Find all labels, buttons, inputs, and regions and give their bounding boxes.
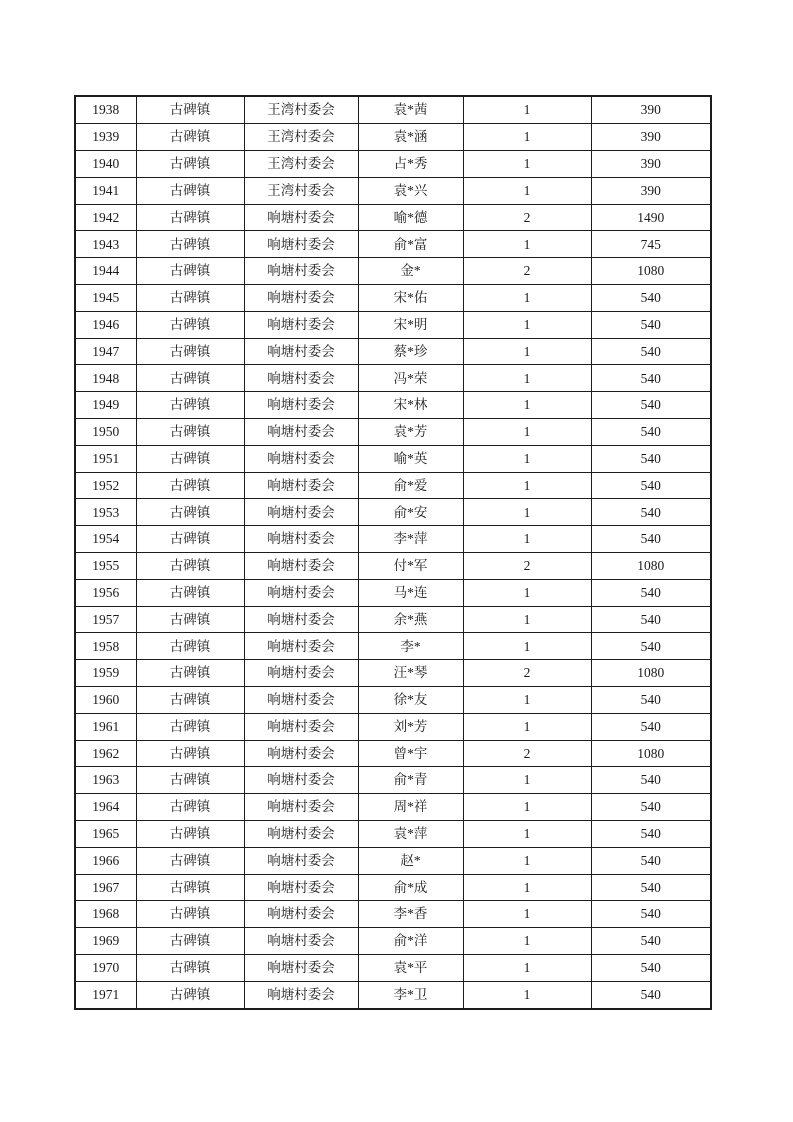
cell-village: 响塘村委会	[244, 338, 358, 365]
cell-village: 响塘村委会	[244, 901, 358, 928]
cell-serial: 1956	[75, 579, 136, 606]
cell-count: 1	[463, 124, 591, 151]
cell-amount: 540	[591, 633, 711, 660]
cell-amount: 1490	[591, 204, 711, 231]
cell-name: 李*卫	[358, 981, 463, 1009]
cell-village: 王湾村委会	[244, 96, 358, 124]
table-row	[75, 526, 711, 553]
cell-town: 古碑镇	[136, 847, 244, 874]
cell-name: 袁*萍	[358, 820, 463, 847]
cell-serial: 1971	[75, 981, 136, 1009]
cell-town: 古碑镇	[136, 338, 244, 365]
cell-town: 古碑镇	[136, 285, 244, 312]
cell-amount: 540	[591, 499, 711, 526]
cell-serial: 1966	[75, 847, 136, 874]
cell-amount: 745	[591, 231, 711, 258]
cell-serial: 1952	[75, 472, 136, 499]
cell-village: 响塘村委会	[244, 954, 358, 981]
table-row	[75, 767, 711, 794]
cell-town: 古碑镇	[136, 552, 244, 579]
cell-village: 响塘村委会	[244, 633, 358, 660]
cell-town: 古碑镇	[136, 472, 244, 499]
cell-name: 俞*安	[358, 499, 463, 526]
cell-count: 1	[463, 606, 591, 633]
cell-count: 1	[463, 365, 591, 392]
cell-count: 2	[463, 258, 591, 285]
cell-count: 1	[463, 847, 591, 874]
cell-town: 古碑镇	[136, 686, 244, 713]
cell-village: 响塘村委会	[244, 472, 358, 499]
cell-serial: 1953	[75, 499, 136, 526]
cell-name: 俞*洋	[358, 928, 463, 955]
table-row	[75, 124, 711, 151]
cell-serial: 1954	[75, 526, 136, 553]
cell-serial: 1955	[75, 552, 136, 579]
cell-village: 响塘村委会	[244, 365, 358, 392]
cell-amount: 1080	[591, 552, 711, 579]
cell-village: 响塘村委会	[244, 526, 358, 553]
cell-amount: 540	[591, 338, 711, 365]
cell-name: 付*军	[358, 552, 463, 579]
cell-name: 占*秀	[358, 151, 463, 178]
cell-town: 古碑镇	[136, 204, 244, 231]
table-row	[75, 151, 711, 178]
cell-town: 古碑镇	[136, 633, 244, 660]
table-row	[75, 606, 711, 633]
cell-town: 古碑镇	[136, 151, 244, 178]
cell-count: 1	[463, 633, 591, 660]
cell-serial: 1944	[75, 258, 136, 285]
cell-name: 周*祥	[358, 794, 463, 821]
cell-count: 1	[463, 285, 591, 312]
cell-count: 1	[463, 177, 591, 204]
table-row	[75, 392, 711, 419]
cell-village: 响塘村委会	[244, 392, 358, 419]
cell-name: 宋*林	[358, 392, 463, 419]
cell-village: 响塘村委会	[244, 499, 358, 526]
cell-name: 袁*平	[358, 954, 463, 981]
cell-town: 古碑镇	[136, 365, 244, 392]
cell-serial: 1941	[75, 177, 136, 204]
cell-town: 古碑镇	[136, 660, 244, 687]
table-row	[75, 499, 711, 526]
table-row	[75, 874, 711, 901]
table-row	[75, 954, 711, 981]
cell-amount: 540	[591, 365, 711, 392]
table-row	[75, 418, 711, 445]
cell-name: 李*萍	[358, 526, 463, 553]
cell-name: 余*燕	[358, 606, 463, 633]
cell-town: 古碑镇	[136, 526, 244, 553]
cell-amount: 1080	[591, 740, 711, 767]
cell-village: 响塘村委会	[244, 445, 358, 472]
cell-amount: 540	[591, 901, 711, 928]
cell-serial: 1969	[75, 928, 136, 955]
cell-name: 汪*琴	[358, 660, 463, 687]
cell-serial: 1962	[75, 740, 136, 767]
cell-town: 古碑镇	[136, 794, 244, 821]
cell-serial: 1970	[75, 954, 136, 981]
cell-count: 1	[463, 579, 591, 606]
table-row	[75, 633, 711, 660]
cell-serial: 1963	[75, 767, 136, 794]
table-row	[75, 285, 711, 312]
cell-amount: 540	[591, 954, 711, 981]
table-row	[75, 579, 711, 606]
cell-amount: 540	[591, 847, 711, 874]
payment-table	[74, 95, 712, 1010]
cell-village: 王湾村委会	[244, 177, 358, 204]
cell-town: 古碑镇	[136, 820, 244, 847]
cell-amount: 540	[591, 579, 711, 606]
cell-amount: 540	[591, 526, 711, 553]
cell-amount: 540	[591, 820, 711, 847]
cell-town: 古碑镇	[136, 418, 244, 445]
cell-town: 古碑镇	[136, 124, 244, 151]
cell-count: 1	[463, 713, 591, 740]
cell-serial: 1965	[75, 820, 136, 847]
cell-serial: 1938	[75, 96, 136, 124]
cell-name: 袁*兴	[358, 177, 463, 204]
cell-serial: 1949	[75, 392, 136, 419]
cell-amount: 540	[591, 713, 711, 740]
cell-village: 响塘村委会	[244, 820, 358, 847]
cell-count: 1	[463, 794, 591, 821]
cell-amount: 390	[591, 96, 711, 124]
cell-serial: 1951	[75, 445, 136, 472]
cell-town: 古碑镇	[136, 767, 244, 794]
table-row	[75, 552, 711, 579]
cell-name: 袁*茜	[358, 96, 463, 124]
cell-town: 古碑镇	[136, 579, 244, 606]
cell-serial: 1945	[75, 285, 136, 312]
cell-amount: 540	[591, 686, 711, 713]
cell-village: 响塘村委会	[244, 740, 358, 767]
cell-town: 古碑镇	[136, 740, 244, 767]
table-row	[75, 445, 711, 472]
cell-name: 俞*爱	[358, 472, 463, 499]
cell-count: 1	[463, 874, 591, 901]
cell-name: 赵*	[358, 847, 463, 874]
cell-count: 2	[463, 552, 591, 579]
cell-count: 1	[463, 338, 591, 365]
cell-name: 徐*友	[358, 686, 463, 713]
cell-serial: 1959	[75, 660, 136, 687]
table-row	[75, 472, 711, 499]
cell-village: 响塘村委会	[244, 606, 358, 633]
cell-village: 响塘村委会	[244, 231, 358, 258]
cell-amount: 540	[591, 606, 711, 633]
cell-serial: 1964	[75, 794, 136, 821]
cell-amount: 540	[591, 928, 711, 955]
cell-count: 1	[463, 472, 591, 499]
cell-count: 1	[463, 981, 591, 1009]
cell-amount: 390	[591, 151, 711, 178]
cell-name: 马*连	[358, 579, 463, 606]
cell-village: 响塘村委会	[244, 204, 358, 231]
cell-count: 1	[463, 499, 591, 526]
cell-village: 响塘村委会	[244, 285, 358, 312]
cell-count: 2	[463, 740, 591, 767]
cell-name: 李*香	[358, 901, 463, 928]
cell-town: 古碑镇	[136, 954, 244, 981]
cell-town: 古碑镇	[136, 981, 244, 1009]
cell-amount: 390	[591, 124, 711, 151]
table-row	[75, 981, 711, 1009]
cell-town: 古碑镇	[136, 231, 244, 258]
cell-village: 响塘村委会	[244, 713, 358, 740]
cell-amount: 540	[591, 767, 711, 794]
cell-name: 李*	[358, 633, 463, 660]
cell-name: 俞*青	[358, 767, 463, 794]
cell-town: 古碑镇	[136, 177, 244, 204]
cell-name: 袁*芳	[358, 418, 463, 445]
table-row	[75, 713, 711, 740]
cell-name: 宋*明	[358, 311, 463, 338]
cell-serial: 1960	[75, 686, 136, 713]
cell-name: 喻*德	[358, 204, 463, 231]
cell-name: 曾*宇	[358, 740, 463, 767]
cell-count: 2	[463, 204, 591, 231]
cell-serial: 1947	[75, 338, 136, 365]
cell-serial: 1946	[75, 311, 136, 338]
cell-serial: 1958	[75, 633, 136, 660]
cell-serial: 1967	[75, 874, 136, 901]
cell-name: 冯*荣	[358, 365, 463, 392]
cell-amount: 540	[591, 418, 711, 445]
cell-name: 刘*芳	[358, 713, 463, 740]
cell-count: 1	[463, 954, 591, 981]
table-row	[75, 311, 711, 338]
cell-amount: 540	[591, 285, 711, 312]
cell-amount: 540	[591, 981, 711, 1009]
cell-town: 古碑镇	[136, 445, 244, 472]
cell-name: 喻*英	[358, 445, 463, 472]
cell-name: 俞*成	[358, 874, 463, 901]
table-row	[75, 177, 711, 204]
cell-count: 1	[463, 311, 591, 338]
cell-serial: 1943	[75, 231, 136, 258]
cell-town: 古碑镇	[136, 606, 244, 633]
table-row	[75, 740, 711, 767]
cell-town: 古碑镇	[136, 713, 244, 740]
cell-town: 古碑镇	[136, 311, 244, 338]
cell-village: 响塘村委会	[244, 258, 358, 285]
cell-town: 古碑镇	[136, 874, 244, 901]
cell-village: 王湾村委会	[244, 124, 358, 151]
cell-town: 古碑镇	[136, 499, 244, 526]
cell-serial: 1961	[75, 713, 136, 740]
cell-amount: 1080	[591, 258, 711, 285]
cell-name: 蔡*珍	[358, 338, 463, 365]
cell-serial: 1948	[75, 365, 136, 392]
cell-village: 响塘村委会	[244, 794, 358, 821]
cell-village: 响塘村委会	[244, 552, 358, 579]
table-row	[75, 96, 711, 124]
cell-amount: 540	[591, 311, 711, 338]
cell-serial: 1957	[75, 606, 136, 633]
cell-amount: 540	[591, 445, 711, 472]
cell-name: 俞*富	[358, 231, 463, 258]
cell-amount: 540	[591, 794, 711, 821]
table-row	[75, 901, 711, 928]
cell-count: 1	[463, 767, 591, 794]
cell-village: 响塘村委会	[244, 579, 358, 606]
cell-village: 响塘村委会	[244, 418, 358, 445]
cell-village: 响塘村委会	[244, 311, 358, 338]
cell-count: 1	[463, 820, 591, 847]
table-row	[75, 365, 711, 392]
table-row	[75, 258, 711, 285]
cell-amount: 540	[591, 874, 711, 901]
cell-count: 1	[463, 686, 591, 713]
table-row	[75, 338, 711, 365]
cell-village: 响塘村委会	[244, 686, 358, 713]
cell-town: 古碑镇	[136, 96, 244, 124]
cell-serial: 1968	[75, 901, 136, 928]
cell-serial: 1940	[75, 151, 136, 178]
table-row	[75, 204, 711, 231]
cell-count: 1	[463, 928, 591, 955]
cell-count: 2	[463, 660, 591, 687]
cell-village: 王湾村委会	[244, 151, 358, 178]
table-row	[75, 231, 711, 258]
cell-name: 袁*涵	[358, 124, 463, 151]
cell-amount: 540	[591, 392, 711, 419]
cell-village: 响塘村委会	[244, 874, 358, 901]
cell-name: 宋*佑	[358, 285, 463, 312]
cell-serial: 1950	[75, 418, 136, 445]
table-row	[75, 820, 711, 847]
cell-town: 古碑镇	[136, 928, 244, 955]
cell-count: 1	[463, 231, 591, 258]
cell-town: 古碑镇	[136, 392, 244, 419]
cell-village: 响塘村委会	[244, 660, 358, 687]
cell-count: 1	[463, 151, 591, 178]
table-row	[75, 686, 711, 713]
cell-amount: 540	[591, 472, 711, 499]
cell-serial: 1939	[75, 124, 136, 151]
cell-count: 1	[463, 526, 591, 553]
table-row	[75, 794, 711, 821]
cell-village: 响塘村委会	[244, 847, 358, 874]
cell-village: 响塘村委会	[244, 928, 358, 955]
cell-village: 响塘村委会	[244, 767, 358, 794]
cell-count: 1	[463, 96, 591, 124]
cell-village: 响塘村委会	[244, 981, 358, 1009]
table-row	[75, 660, 711, 687]
cell-amount: 1080	[591, 660, 711, 687]
cell-count: 1	[463, 445, 591, 472]
cell-count: 1	[463, 392, 591, 419]
cell-town: 古碑镇	[136, 258, 244, 285]
cell-amount: 390	[591, 177, 711, 204]
cell-count: 1	[463, 901, 591, 928]
cell-name: 金*	[358, 258, 463, 285]
cell-town: 古碑镇	[136, 901, 244, 928]
table-row	[75, 847, 711, 874]
cell-count: 1	[463, 418, 591, 445]
table-row	[75, 928, 711, 955]
cell-serial: 1942	[75, 204, 136, 231]
